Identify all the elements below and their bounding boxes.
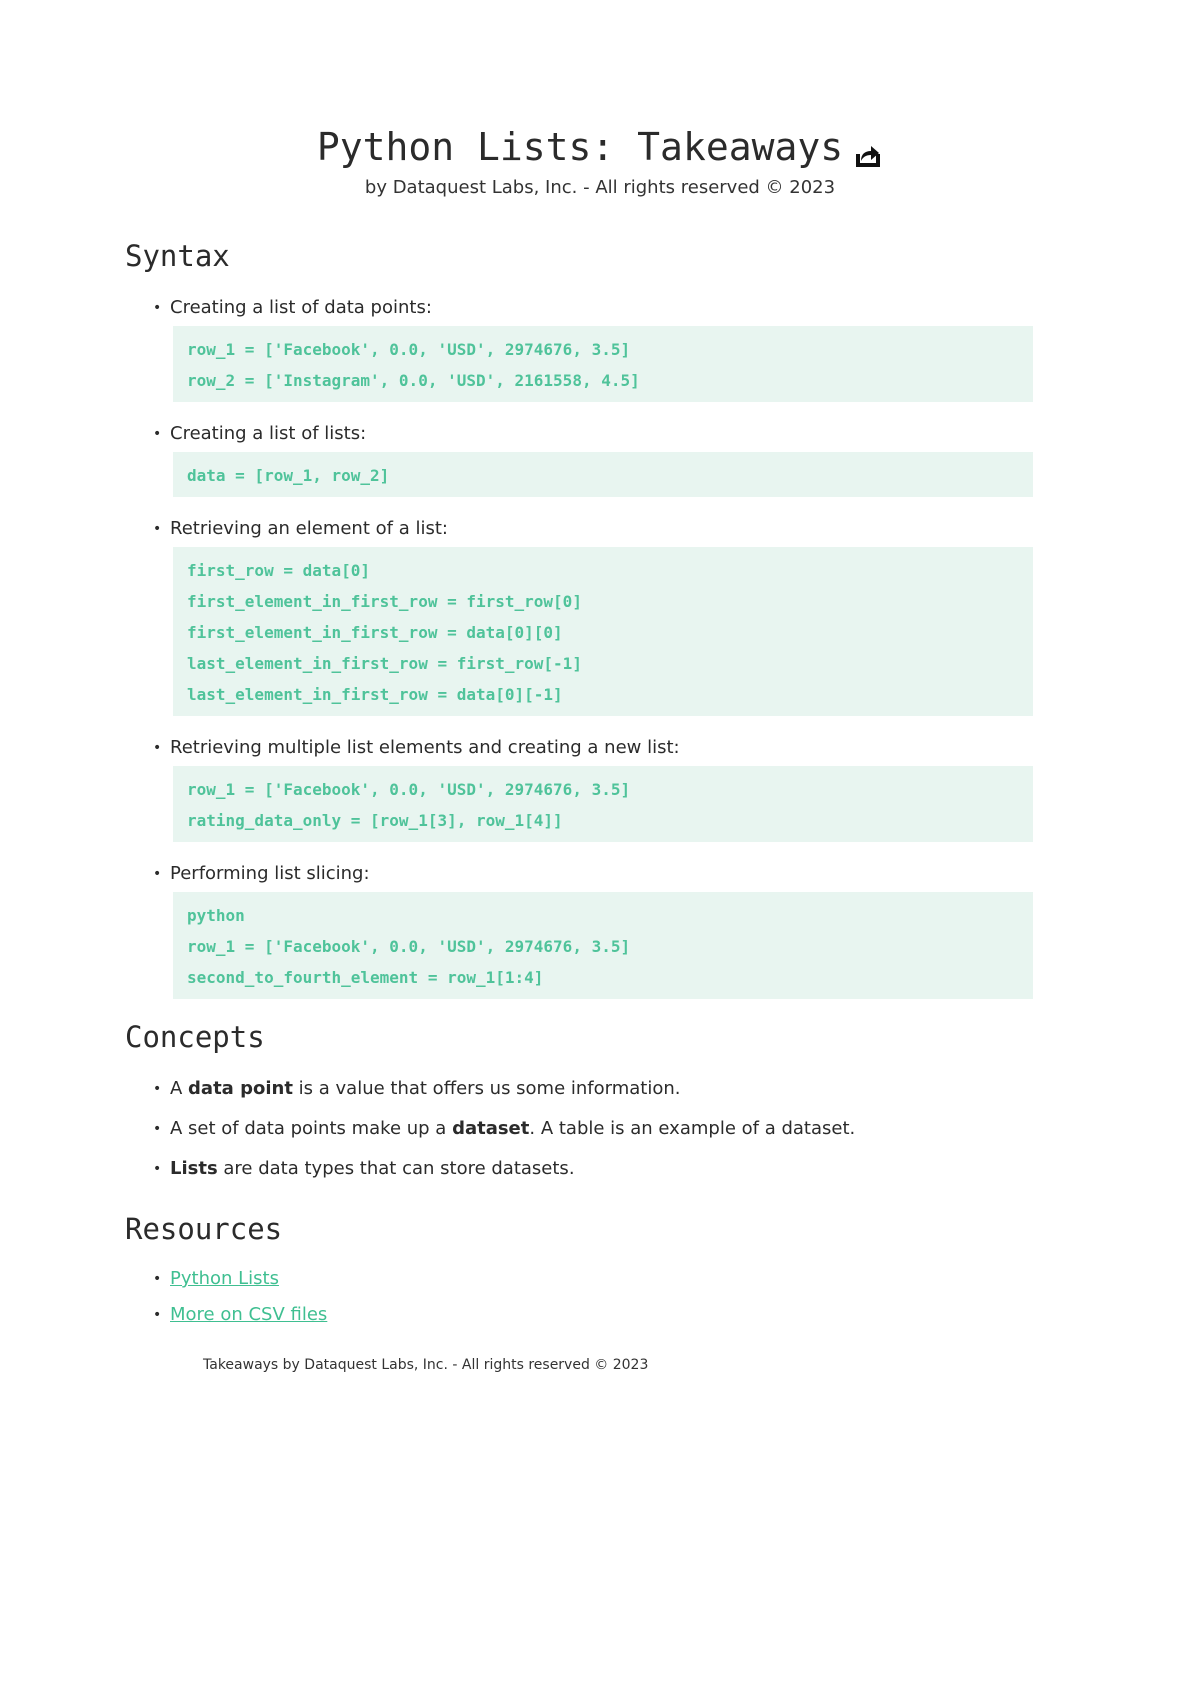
resource-item <box>170 1303 1075 1327</box>
concept-item <box>170 1157 1075 1181</box>
code-line: first_element_in_first_row = data[0][0] <box>187 623 563 642</box>
resource-link-python-lists[interactable]: Python Lists <box>170 1268 279 1289</box>
main-content <box>125 236 1075 1327</box>
code-block <box>173 326 1033 402</box>
concepts-heading: Concepts <box>125 1020 265 1054</box>
concept-item <box>170 1077 1075 1101</box>
resources-heading: Resources <box>125 1212 283 1246</box>
code-line: last_element_in_first_row = data[0][-1] <box>187 685 563 704</box>
footer: Takeaways by Dataquest Labs, Inc. - All rights reserved © 2023 <box>203 1357 649 1373</box>
resource-link-csv-files[interactable]: More on CSV files <box>170 1304 328 1325</box>
code-line: python <box>187 906 245 925</box>
syntax-item <box>170 422 1075 497</box>
syntax-item-label: Creating a list of lists: <box>170 423 367 444</box>
syntax-item <box>170 862 1075 999</box>
code-line: rating_data_only = [row_1[3], row_1[4]] <box>187 811 563 830</box>
syntax-heading: Syntax <box>125 239 230 273</box>
syntax-list <box>125 296 1075 999</box>
concept-text: A <box>170 1078 189 1099</box>
code-line: last_element_in_first_row = first_row[-1] <box>187 654 582 673</box>
syntax-item <box>170 296 1075 402</box>
code-line: row_2 = ['Instagram', 0.0, 'USD', 2161558, 4.5] <box>187 371 640 390</box>
code-block <box>173 547 1033 716</box>
syntax-item-label: Creating a list of data points: <box>170 297 432 318</box>
code-line: data = [row_1, row_2] <box>187 466 390 485</box>
page-title <box>317 122 883 172</box>
concept-text: A set of data points make up a <box>170 1118 453 1139</box>
syntax-item-label: Retrieving multiple list elements and creating a new list: <box>170 737 680 758</box>
concept-text: are data types that can store datasets. <box>217 1158 575 1179</box>
share-icon[interactable] <box>853 132 883 162</box>
concept-term: dataset <box>452 1118 530 1139</box>
page-subtitle: by Dataquest Labs, Inc. - All rights reserved © 2023 <box>364 177 836 198</box>
concepts-list <box>125 1077 1075 1181</box>
page-title-text: Python Lists: Takeaways <box>316 125 844 169</box>
syntax-item-label: Retrieving an element of a list: <box>170 518 448 539</box>
code-line: first_row = data[0] <box>187 561 371 580</box>
title-block <box>0 122 1200 200</box>
code-line: second_to_fourth_element = row_1[1:4] <box>187 968 544 987</box>
concept-item <box>170 1117 1075 1141</box>
syntax-item <box>170 517 1075 716</box>
code-block <box>173 452 1033 497</box>
code-line: row_1 = ['Facebook', 0.0, 'USD', 2974676, 3.5] <box>187 780 631 799</box>
concept-term: Lists <box>170 1158 218 1179</box>
code-line: row_1 = ['Facebook', 0.0, 'USD', 2974676, 3.5] <box>187 340 631 359</box>
concept-text: is a value that offers us some information. <box>292 1078 681 1099</box>
code-line: row_1 = ['Facebook', 0.0, 'USD', 2974676, 3.5] <box>187 937 631 956</box>
syntax-item <box>170 736 1075 842</box>
code-block <box>173 892 1033 999</box>
syntax-item-label: Performing list slicing: <box>170 863 370 884</box>
concept-text: . A table is an example of a dataset. <box>529 1118 856 1139</box>
resource-item <box>170 1267 1075 1291</box>
resources-list <box>125 1267 1075 1327</box>
code-block <box>173 766 1033 842</box>
concept-term: data point <box>188 1078 293 1099</box>
code-line: first_element_in_first_row = first_row[0] <box>187 592 582 611</box>
